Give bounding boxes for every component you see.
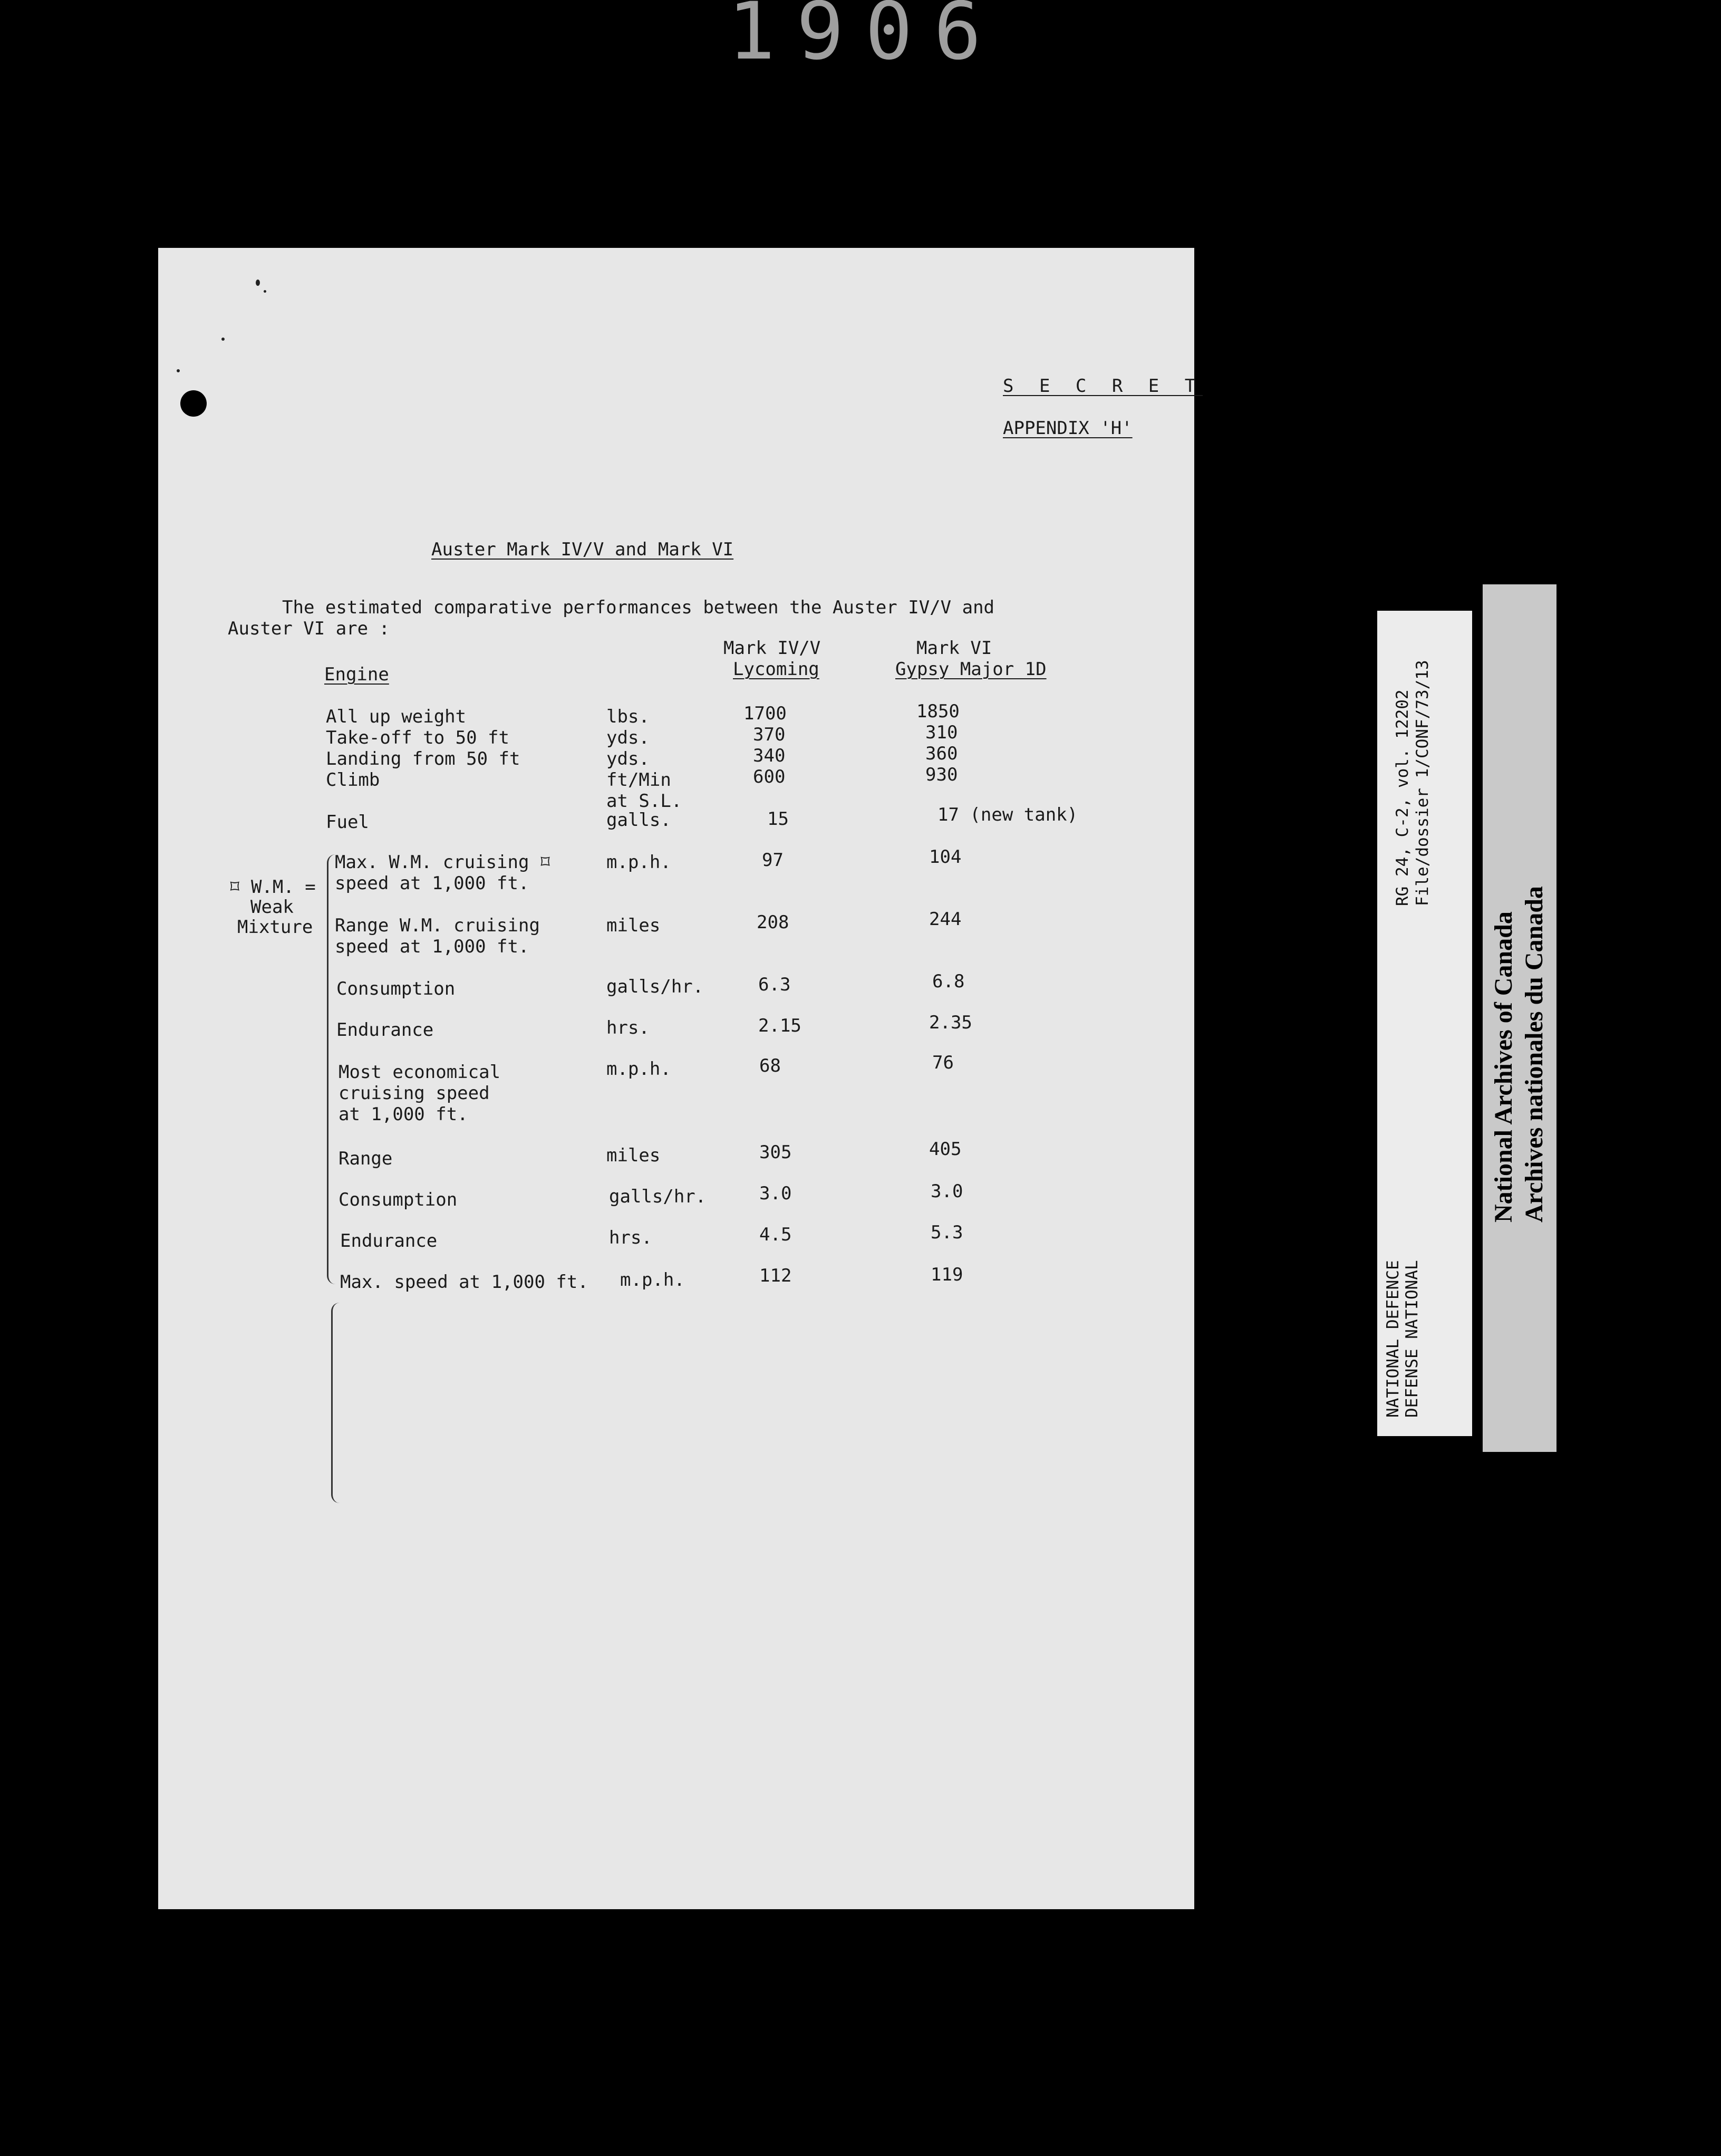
row-value-mk45: 6.3 [758, 974, 791, 995]
row-label: Endurance [336, 1019, 434, 1041]
row-unit: hrs. [606, 1017, 650, 1038]
row-value-mk45: 2.15 [758, 1015, 801, 1036]
row-value-mk6: 104 [929, 846, 962, 868]
row-label: cruising speed [339, 1083, 490, 1104]
archive-reference-label [1377, 611, 1472, 1436]
row-value-mk45: 208 [757, 912, 789, 933]
row-value-mk6: 1850 [916, 701, 960, 722]
row-value-mk6: 930 [925, 764, 958, 785]
row-label: Consumption [336, 978, 456, 999]
row-value-mk6: 2.35 [929, 1012, 972, 1033]
col-header-gypsy-major: Gypsy Major 1D [895, 659, 1047, 680]
frame-number: 1906 [728, 0, 1003, 63]
row-value-mk6: 244 [929, 909, 962, 930]
row-unit: galls/hr. [606, 976, 704, 997]
archives-stamp-line-2: Archives nationales du Canada [1520, 886, 1548, 1223]
speck [221, 338, 225, 341]
row-value-mk45: 305 [759, 1142, 792, 1163]
document-title: Auster Mark IV/V and Mark VI [431, 539, 734, 560]
bracket-most-economical [331, 1303, 343, 1503]
row-value-mk45: 4.5 [759, 1224, 792, 1245]
row-value-mk45: 112 [759, 1265, 792, 1286]
row-value-mk6: 5.3 [931, 1222, 963, 1243]
row-value-mk6: 3.0 [931, 1181, 963, 1202]
row-unit: ft/Min [606, 769, 671, 791]
row-label: Max. W.M. cruising ⌑ [335, 852, 551, 873]
speck [264, 290, 266, 293]
archive-ref-line-2: File/dossier 1/CONF/73/13 [1413, 660, 1432, 906]
row-unit: m.p.h. [620, 1269, 685, 1291]
col-header-mark-iv-v: Mark IV/V [723, 638, 821, 659]
row-value-mk45: 3.0 [759, 1183, 792, 1204]
row-label: Consumption [339, 1189, 458, 1210]
row-unit: yds. [606, 727, 650, 748]
row-value-mk45: 97 [762, 850, 784, 871]
row-label: All up weight [326, 706, 467, 727]
row-label: Landing from 50 ft [326, 748, 520, 769]
weak-mixture-note-line-2: Weak [250, 897, 294, 918]
row-value-mk6: 310 [925, 722, 958, 743]
document-page [158, 248, 1203, 1909]
row-value-mk6: 76 [932, 1052, 954, 1073]
archives-stamp-line-1: National Archives of Canada [1490, 911, 1517, 1223]
row-label: Range W.M. cruising [335, 915, 540, 936]
row-unit: lbs. [606, 706, 650, 727]
appendix-label: APPENDIX 'H' [1003, 418, 1133, 439]
row-label: Fuel [326, 812, 369, 833]
row-unit: m.p.h. [606, 1058, 671, 1080]
row-value-mk6: 17 (new tank) [937, 804, 1078, 825]
weak-mixture-note-line-1: ⌑ W.M. = [229, 877, 316, 898]
row-unit: yds. [606, 748, 650, 769]
speck [256, 280, 260, 286]
engine-label: Engine [324, 664, 389, 685]
row-value-mk45: 68 [759, 1055, 781, 1076]
row-label: Take-off to 50 ft [326, 727, 509, 748]
row-value-mk45: 600 [753, 766, 786, 787]
row-value-mk6: 360 [925, 743, 958, 764]
row-unit: miles [606, 1145, 661, 1166]
row-value-mk45: 370 [753, 724, 786, 745]
row-label: speed at 1,000 ft. [335, 936, 529, 957]
classification-secret: S E C R E T [1003, 376, 1203, 397]
row-label: Climb [326, 769, 380, 791]
archive-ref-line-3: NATIONAL DEFENCE [1384, 1260, 1403, 1418]
col-header-lycoming: Lycoming [733, 659, 819, 680]
row-value-mk6: 119 [931, 1264, 963, 1285]
row-unit: galls. [606, 810, 671, 831]
speck [177, 369, 180, 372]
national-archives-stamp [1483, 584, 1556, 1452]
row-value-mk45: 1700 [743, 703, 787, 724]
intro-line-1: The estimated comparative performances between the Auster IV/V and [282, 597, 995, 618]
row-label: Most economical [339, 1062, 501, 1083]
row-value-mk45: 340 [753, 745, 786, 766]
bracket-spacer [327, 1060, 337, 1067]
row-value-mk6: 6.8 [932, 971, 965, 992]
row-unit: m.p.h. [606, 852, 671, 873]
archive-ref-line-1: RG 24, C-2, vol. 12202 [1393, 689, 1412, 906]
row-unit: galls/hr. [609, 1186, 707, 1207]
row-label: Range [339, 1148, 393, 1169]
row-value-mk6: 405 [929, 1139, 962, 1160]
row-label: Endurance [340, 1230, 438, 1252]
row-label: speed at 1,000 ft. [335, 873, 529, 894]
intro-line-2: Auster VI are : [228, 618, 390, 639]
row-unit: miles [606, 915, 661, 936]
row-unit: at S.L. [606, 791, 682, 812]
row-label: at 1,000 ft. [339, 1104, 468, 1125]
weak-mixture-note-line-3: Mixture [237, 917, 313, 938]
row-value-mk45: 15 [767, 808, 789, 830]
col-header-mark-vi: Mark VI [916, 638, 992, 659]
archive-ref-line-4: DEFENSE NATIONAL [1403, 1260, 1422, 1418]
punch-hole [180, 390, 207, 417]
row-label: Max. speed at 1,000 ft. [340, 1272, 588, 1293]
row-unit: hrs. [609, 1227, 652, 1248]
